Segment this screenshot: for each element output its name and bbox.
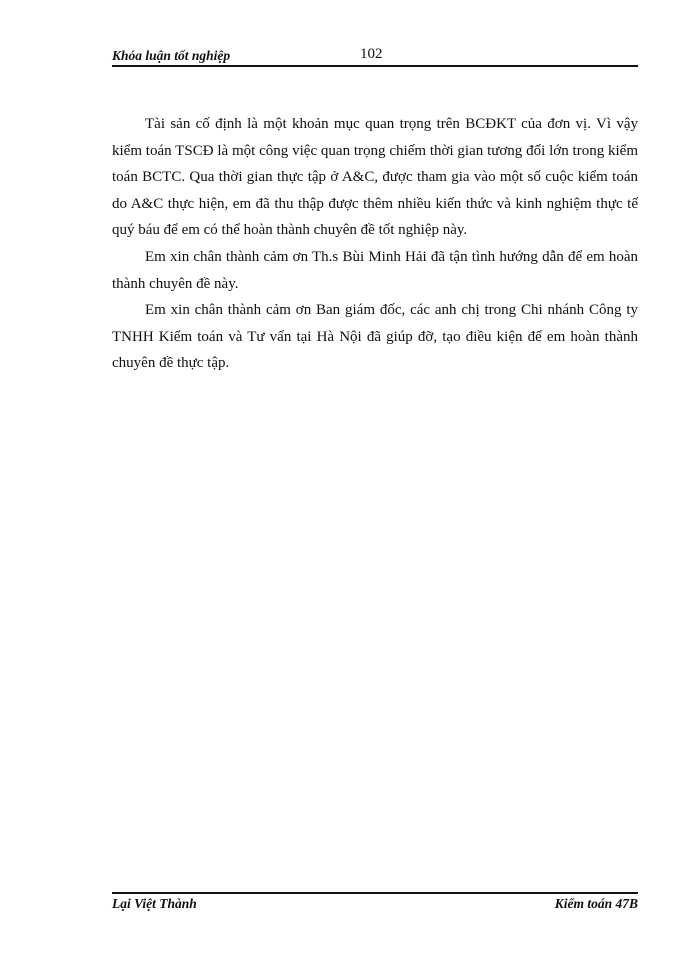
header-title: Khóa luận tốt nghiệp — [112, 48, 231, 63]
footer-class: Kiểm toán 47B — [554, 896, 638, 911]
footer-author: Lại Việt Thành — [112, 896, 197, 911]
header-divider — [112, 65, 638, 67]
page-body — [112, 111, 638, 377]
paragraph-thanks-supervisor: Em xin chân thành cảm ơn Th.s Bùi Minh Hải đã tận tình hướng dẫn để em hoàn thành chuyên đề này. — [112, 248, 638, 292]
paragraph-thanks-company: Em xin chân thành cảm ơn Ban giám đốc, các anh chị trong Chi nhánh Công ty TNHH Kiểm toán và Tư vấn tại Hà Nội đã giúp đỡ, tạo điều kiện để em hoàn thành chuyên đề thực tập. — [112, 302, 638, 372]
paragraph-fixed-assets: Tài sản cố định là một khoản mục quan trọng trên BCĐKT của đơn vị. Vì vậy kiểm toán TSCĐ là một công việc quan trọng chiếm thời gian tương đối lớn trong kiểm toán BCTC. Qua thời gian thực tập ở A&C, được tham gia vào một số cuộc kiểm toán do A&C thực hiện, em đã thu thập được thêm nhiều kiến thức và kinh nghiệm thực tế quý báu để em có thể hoàn thành chuyên đề tốt nghiệp này. — [112, 116, 638, 239]
footer-divider — [112, 892, 638, 894]
page-number: 102 — [360, 46, 383, 62]
